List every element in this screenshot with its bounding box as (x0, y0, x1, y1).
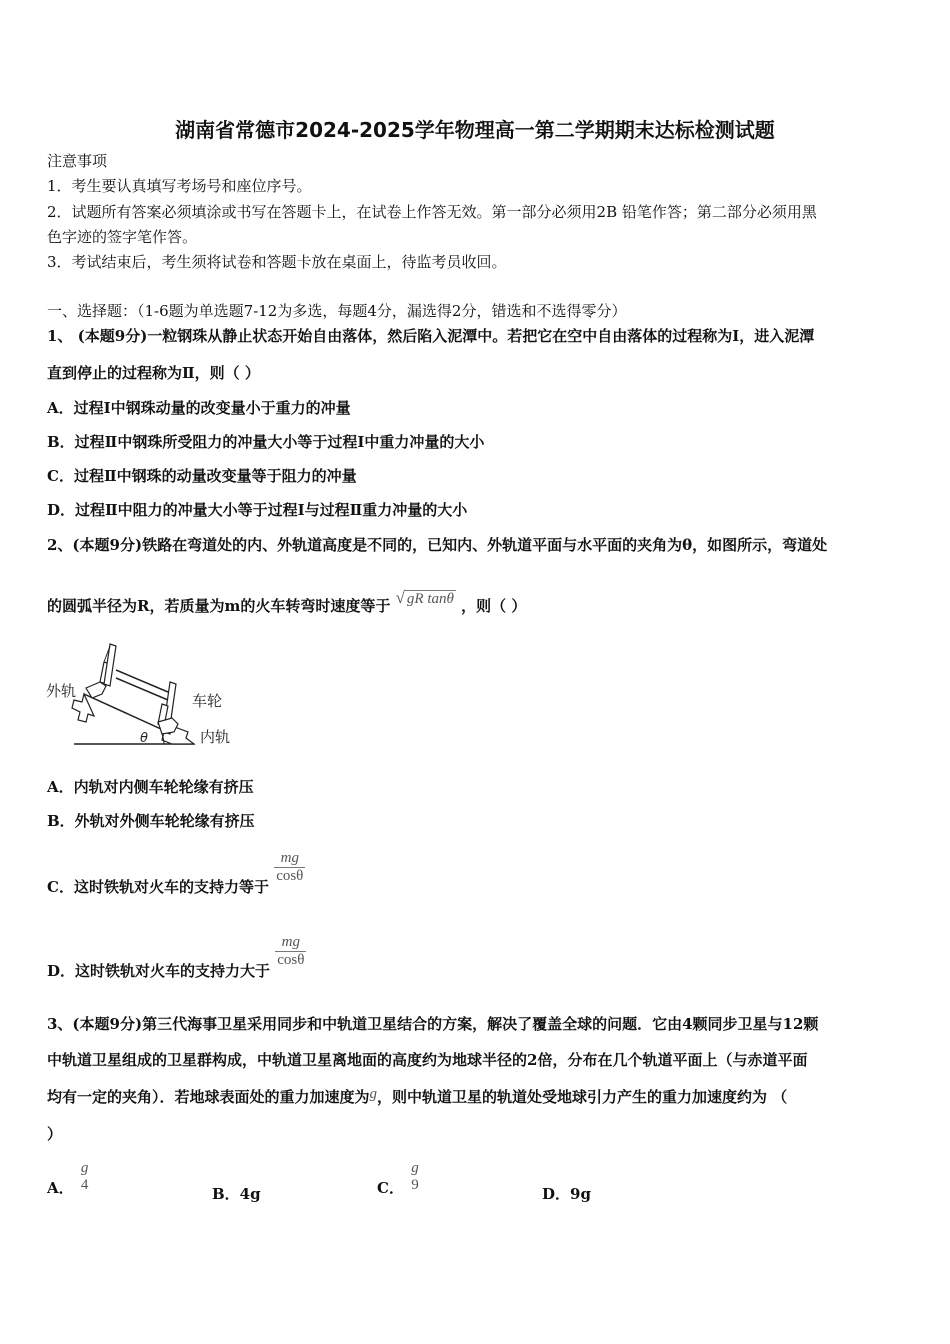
q1-option-b: B．过程Ⅱ中钢珠所受阻力的冲量大小等于过程Ⅰ中重力冲量的大小 (47, 433, 485, 451)
label-wheel: 车轮 (192, 692, 223, 710)
notice-heading: 注意事项 (47, 152, 108, 170)
q3-stem-line3: 均有一定的夹角）．若地球表面处的重力加速度为g，则中轨道卫星的轨道处受地球引力产生的重力加速度约为 （ (47, 1086, 788, 1106)
q2-stem-line1: 2、(本题9分)铁路在弯道处的内、外轨道高度是不同的，已知内、外轨道平面与水平面的夹角为θ，如图所示，弯道处 (47, 536, 828, 554)
q1-stem-line2: 直到停止的过程称为Ⅱ，则（ ） (47, 364, 260, 382)
notice-item-2-cont: 色字迹的签字笔作答。 (47, 228, 198, 246)
q3-option-a: A． g 4 (47, 1160, 89, 1197)
section-heading: 一、选择题：（1-6题为单选题7-12为多选，每题4分，漏选得2分，错选和不选得零分） (47, 302, 627, 320)
notice-item-1: 1．考生要认真填写考场号和座位序号。 (47, 177, 312, 195)
q2-option-a: A．内轨对内侧车轮轮缘有挤压 (47, 778, 254, 796)
q2-option-b: B．外轨对外侧车轮轮缘有挤压 (47, 812, 255, 830)
q2-stem-line2 (47, 588, 527, 617)
q3-option-c: C． g 9 (377, 1160, 419, 1197)
fraction-mg-cos: $\frac{mg}{\cos\theta}$ (276, 850, 304, 884)
symbol-g: g (369, 1086, 378, 1102)
q1-option-c: C．过程Ⅱ中钢珠的动量改变量等于阻力的冲量 (47, 467, 357, 485)
label-inner-rail: 内轨 (200, 728, 231, 746)
label-outer-rail: 外轨 (46, 682, 77, 700)
q2-option-d-text: D．这时铁轨对火车的支持力大于 (47, 961, 271, 980)
page-title: 湖南省常德市2024-2025学年物理高一第二学期期末达标检测试题 (175, 118, 775, 142)
q2-option-c-text: C．这时铁轨对火车的支持力等于 (47, 877, 269, 896)
q1-option-d: D．过程Ⅱ中阻力的冲量大小等于过程Ⅰ与过程Ⅱ重力冲量的大小 (47, 501, 468, 519)
q3-stem-line2: 中轨道卫星组成的卫星群构成，中轨道卫星离地面的高度约为地球半径的2倍，分布在几个轨道平面上（与赤道平面 (47, 1051, 808, 1069)
sqrt-expression: √ gR tanθ (395, 588, 454, 607)
q1-option-a: A．过程Ⅰ中钢珠动量的改变量小于重力的冲量 (47, 399, 351, 417)
notice-item-3: 3．考试结束后，考生须将试卷和答题卡放在桌面上，待监考员收回。 (47, 253, 507, 271)
track-figure (44, 642, 244, 748)
q2-option-c (47, 850, 305, 896)
fraction-mg-cos: $\frac{mg}{\cos\theta}$ (277, 934, 305, 968)
notice-item-2: 2．试题所有答案必须填涂或书写在答题卡上，在试卷上作答无效。第一部分必须用2B 铅笔作答；第二部分必须用黑 (47, 203, 817, 221)
q3-stem-line1: 3、(本题9分)第三代海事卫星采用同步和中轨道卫星结合的方案，解决了覆盖全球的问题．它由4颗同步卫星与12颗 (47, 1015, 819, 1033)
q2-stem-line2-post: ，则（ ） (461, 597, 527, 615)
q3-stem-line4: ） (47, 1125, 63, 1143)
q2-stem-line2-pre: 的圆弧半径为R，若质量为m的火车转弯时速度等于 (47, 597, 391, 615)
q3-option-b: B．4g (212, 1185, 261, 1203)
q2-option-d (47, 934, 306, 980)
label-theta: θ (140, 731, 148, 746)
q1-stem-line1: 1、 (本题9分)一粒钢珠从静止状态开始自由落体，然后陷入泥潭中。若把它在空中自由落体的过程称为Ⅰ，进入泥潭 (47, 327, 815, 345)
q3-option-d: D．9g (542, 1185, 591, 1203)
